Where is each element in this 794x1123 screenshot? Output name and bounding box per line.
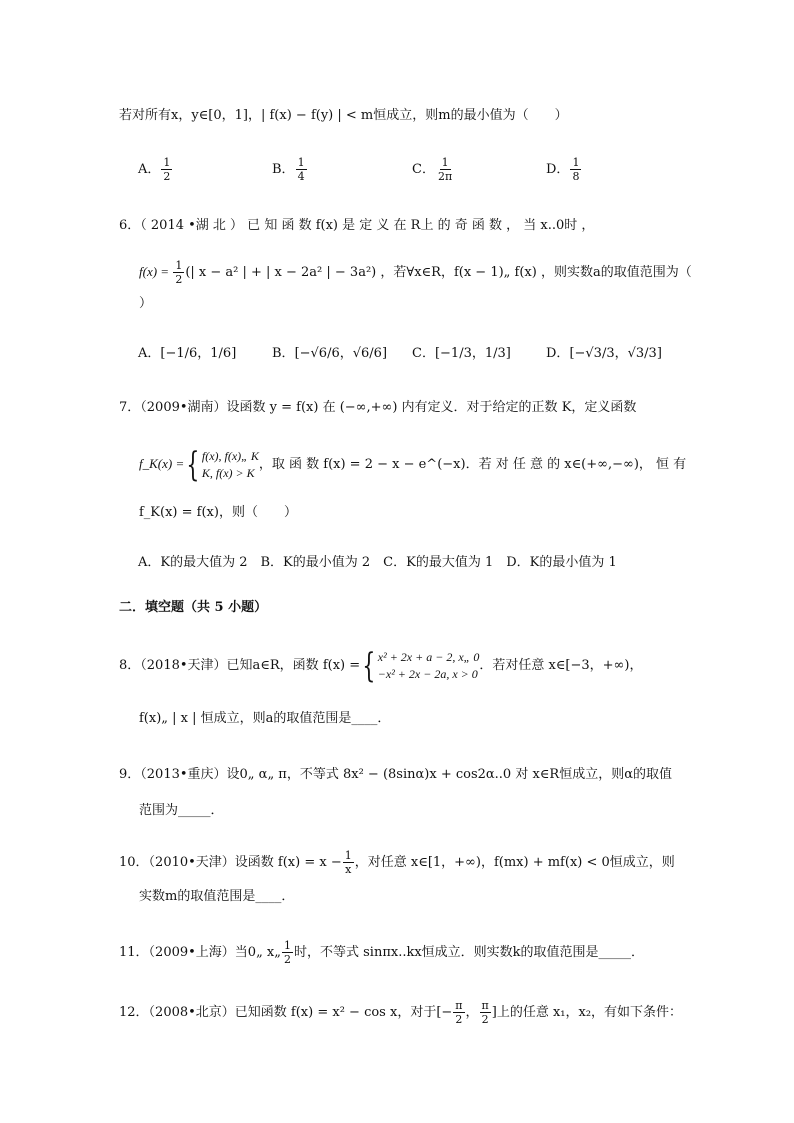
q10-line2: 实数m的取值范围是____． bbox=[139, 889, 295, 904]
q5-option-c bbox=[412, 157, 455, 182]
fraction: $\frac{\pi}{2}$ bbox=[455, 999, 463, 1026]
q5-option-b bbox=[272, 157, 308, 182]
option-label: A． bbox=[138, 162, 161, 177]
q8-line2: f(x)„ | x | 恒成立，则a的取值范围是____． bbox=[139, 711, 391, 726]
piecewise-cases: x² + 2x + a − 2, x„ 0 −x² + 2x − 2a, x > 0 bbox=[377, 649, 480, 681]
q12-line1: 12．（2008•北京）已知函数 f(x) = x² − cos x，对于[− $\frac{\pi}{2}$ ， $\frac{\pi}{2}$ ]上的任意 x₁，x₂，有如下条件： bbox=[119, 999, 683, 1026]
option-label: D． bbox=[546, 162, 570, 177]
fraction: $\frac{1}{2}$ bbox=[175, 259, 183, 286]
fraction: $\frac{1}{8}$ bbox=[572, 156, 580, 183]
q6-line1: 6．（ 2014 •湖 北 ） 已 知 函 数 f(x) 是 定 义 在 R上 的 奇 函 数 ， 当 x..0时 ， bbox=[119, 218, 595, 233]
q9-line1: 9．（2013•重庆）设0„ α„ π，不等式 8x² − (8sinα)x + cos2α..0 对 x∈R恒成立，则α的取值 bbox=[119, 767, 672, 782]
q5-option-a bbox=[138, 157, 173, 182]
q6-option-a: A．[−1/6，1/6] bbox=[138, 346, 237, 361]
q7-line1: 7．（2009•湖南）设函数 y = f(x) 在 (−∞,+∞) 内有定义．对于给定的正数 K，定义函数 bbox=[119, 400, 637, 415]
q6-line3: ） bbox=[139, 296, 153, 311]
fraction: $\frac{1}{2\pi}$ bbox=[437, 156, 453, 183]
q7-line3: f_K(x) = f(x)，则（ ） bbox=[139, 505, 297, 520]
section-title-fill-blank: 二．填空题（共 5 小题） bbox=[119, 600, 268, 615]
option-label: C． bbox=[412, 162, 435, 177]
q5-option-d bbox=[546, 157, 582, 182]
piecewise-cases: f(x), f(x)„ K K, f(x) > K bbox=[201, 448, 259, 480]
brace-icon: { bbox=[186, 444, 200, 485]
q7-options: A．K的最大值为 2 B．K的最小值为 2 C．K的最大值为 1 D．K的最小值为 1 bbox=[138, 555, 617, 570]
q8-line1: 8．（2018•天津）已知a∈R，函数 f(x) ={ x² + 2x + a − 2, x„ 0 −x² + 2x − 2a, x > 0 ．若对任意 x∈[−3，+∞)， bbox=[119, 645, 643, 686]
q6-option-b: B．[−√6/6，√6/6] bbox=[272, 346, 388, 361]
fraction: $\frac{\pi}{2}$ bbox=[481, 999, 489, 1026]
fraction: $\frac{1}{2}$ bbox=[163, 156, 171, 183]
fraction: $\frac{1}{4}$ bbox=[297, 156, 305, 183]
q6-option-c: C．[−1/3，1/3] bbox=[412, 346, 511, 361]
fraction: $\frac{1}{x}$ bbox=[344, 849, 352, 876]
q7-line2: f_K(x) ={ f(x), f(x)„ K K, f(x) > K ，取 函 数 f(x) = 2 − x − e^(−x)．若 对 任 意 的 x∈(+∞,−∞)， 恒 有 bbox=[139, 444, 687, 485]
fraction: $\frac{1}{2}$ bbox=[284, 939, 291, 966]
q5-stem: 若对所有x，y∈[0，1]，| f(x) − f(y) | < m恒成立，则m的最小值为（ ） bbox=[119, 108, 568, 123]
q11-line1: 11．（2009•上海）当0„ x„ $\frac{1}{2}$ 时，不等式 sinπx..kx恒成立．则实数k的取值范围是_____． bbox=[119, 939, 645, 966]
q9-line2: 范围为_____． bbox=[139, 803, 224, 818]
q6-line2: f(x) = $\frac{1}{2}$ (| x − a² | + | x − 2a² | − 3a²) ，若∀x∈R，f(x − 1)„ f(x) ，则实数a的取值范围为（ bbox=[139, 259, 692, 286]
q10-line1: 10．（2010•天津）设函数 f(x) = x − $\frac{1}{x}$ ，对任意 x∈[1，+∞)，f(mx) + mf(x) < 0恒成立，则 bbox=[119, 849, 675, 876]
q6-option-d: D．[−√3/3，√3/3] bbox=[546, 346, 662, 361]
brace-icon: { bbox=[362, 645, 376, 686]
option-label: B． bbox=[272, 162, 295, 177]
